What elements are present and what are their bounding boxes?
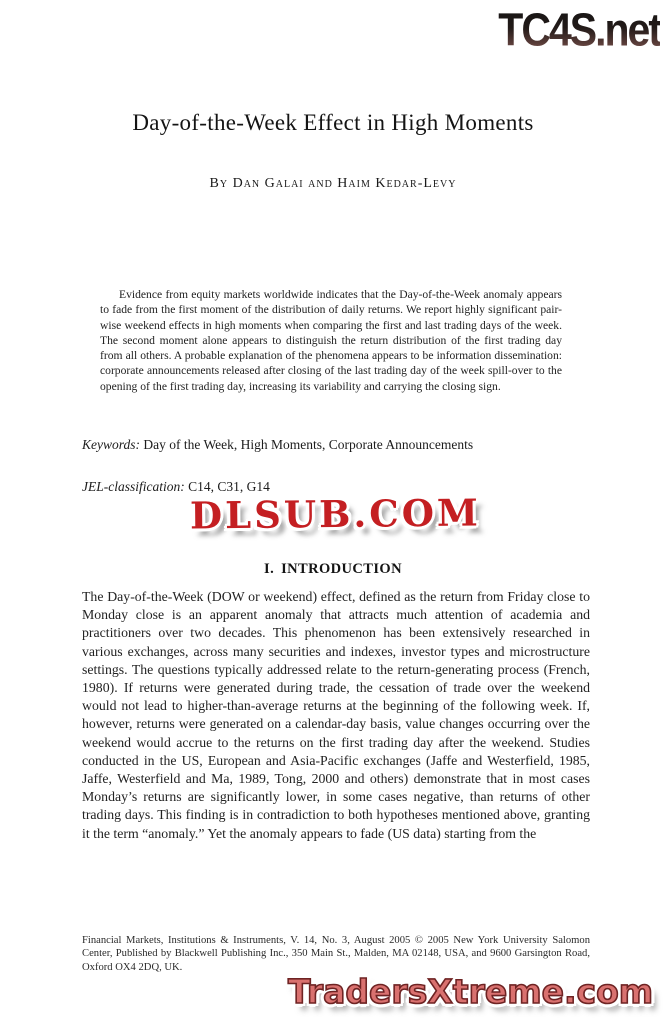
watermark-tradersxtreme: TradersXtreme.com — [288, 972, 654, 1011]
jel-value: C14, C31, G14 — [188, 479, 270, 494]
keywords-line — [82, 437, 590, 453]
keywords-label: Keywords: — [82, 437, 140, 452]
author-byline: By Dan Galai and Haim Kedar-Levy — [209, 176, 457, 191]
page-title: Day-of-the-Week Effect in High Moments — [132, 110, 534, 135]
jel-label: JEL-classification: — [82, 479, 185, 494]
watermark-dlsub: DLSUB.COM — [189, 490, 482, 538]
introduction-paragraph: The Day-of-the-Week (DOW or weekend) effect, defined as the return from Friday close to Monday close is an apparent anomaly that attracts much attention of academia and practitioners over two decades. This phenomenon has been extensively researched in various exchanges, across many securities and indexes, investor types and microstructure settings. The questions typically addressed relate to the return-generating process (French, 1980). If returns were generated during trade, the cessation of trade over the weekend would not lead to higher-than-average returns at the beginning of the following week. If, however, returns were generated on a calendar-day basis, value changes occurring over the weekend would accrue to the returns on the first trading day after the weekend. Studies conducted in the US, European and Asia-Pacific exchanges (Jaffe and Westerfield, 1985, Jaffe, Westerfield and Ma, 1989, Tong, 2000 and others) demonstrate that in most cases Monday’s returns are significantly lower, in some cases negative, than returns of other trading days. This finding is in contradiction to both hypotheses mentioned above, granting it the term “anomaly.” Yet the anomaly appears to fade (US data) starting from the — [82, 589, 590, 841]
watermark-tc4s: TC4S.net — [498, 4, 660, 56]
keywords-value: Day of the Week, High Moments, Corporate Announcements — [143, 437, 474, 452]
journal-footer-note: Financial Markets, Institutions & Instruments, V. 14, No. 3, August 2005 © 2005 New York University Salomon Center, Published by Blackwell Publishing Inc., 350 Main St., Malden, MA 02148, USA, and 9600 Garsington Road, Oxford OX4 2DQ, UK. — [82, 935, 590, 973]
abstract-text: Evidence from equity markets worldwide indicates that the Day-of-the-Week anomaly appears to fade from the first moment of the distribution of daily returns. We report highly significant pair-wise weekend effects in high moments when comparing the first and last trading days of the week. The second moment alone appears to distinguish the return distribution of the first trading day from all others. A probable explanation of the phenomena appears to be information dissemination: corporate announcements released after closing of the last trading day of the week spill-over to the opening of the first trading day, increasing its variability and carrying the closing sign. — [100, 288, 562, 393]
section-heading-introduction: I. INTRODUCTION — [264, 561, 402, 577]
